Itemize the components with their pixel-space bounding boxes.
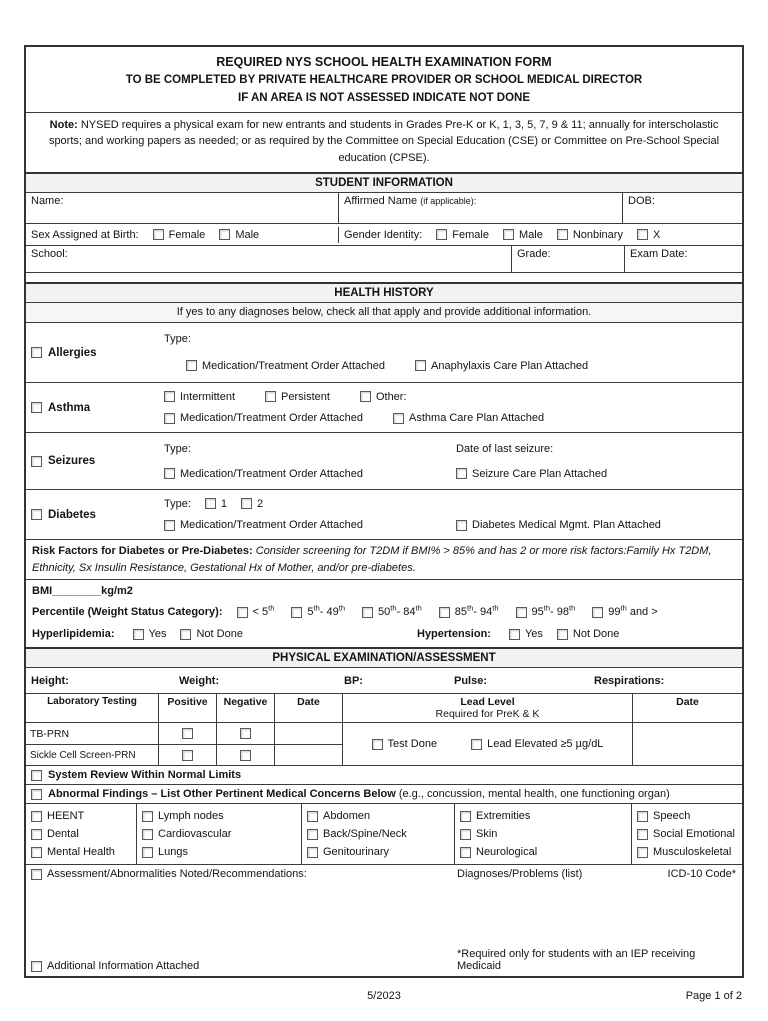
percentile-99plus-label: 99th and > bbox=[608, 603, 658, 619]
asthma-med-order-checkbox[interactable] bbox=[164, 413, 175, 424]
diabetes-type2-checkbox[interactable] bbox=[241, 498, 252, 509]
dental-checkbox[interactable] bbox=[31, 829, 42, 840]
allergies-checkbox[interactable] bbox=[31, 347, 42, 358]
diabetes-type-label: Type: bbox=[164, 497, 191, 510]
sex-female-checkbox[interactable] bbox=[153, 229, 164, 240]
lead-level-header bbox=[342, 694, 632, 722]
affirmed-name-hint: (if applicable): bbox=[420, 196, 477, 207]
mental-health-checkbox[interactable] bbox=[31, 847, 42, 858]
bmi-field[interactable] bbox=[32, 585, 736, 597]
hyperlipidemia-yes-label: Yes bbox=[148, 628, 167, 641]
hypertension-notdone-checkbox[interactable] bbox=[557, 629, 568, 640]
gender-x-checkbox[interactable] bbox=[637, 229, 648, 240]
respirations-label: Respirations: bbox=[594, 674, 665, 687]
percentile-99plus-checkbox[interactable] bbox=[592, 607, 603, 618]
pulse-field[interactable] bbox=[449, 673, 589, 689]
lead-date-field[interactable] bbox=[632, 723, 742, 765]
back-spine-neck-label: Back/Spine/Neck bbox=[323, 828, 407, 841]
asthma-label: Asthma bbox=[48, 401, 91, 414]
spacer-row bbox=[26, 272, 742, 282]
seizure-plan-label: Seizure Care Plan Attached bbox=[472, 467, 608, 480]
asthma-intermittent-label: Intermittent bbox=[180, 390, 236, 403]
abdomen-label: Abdomen bbox=[323, 810, 371, 823]
section-physical-exam: PHYSICAL EXAMINATION/ASSESSMENT bbox=[26, 647, 742, 667]
assessment-checkbox[interactable] bbox=[31, 869, 42, 880]
seizures-label: Seizures bbox=[48, 455, 96, 468]
form-version: 5/2023 bbox=[367, 990, 401, 1002]
gender-male-label: Male bbox=[518, 228, 543, 241]
heent-label: HEENT bbox=[47, 810, 85, 823]
allergies-label: Allergies bbox=[48, 346, 97, 359]
section-student-information: STUDENT INFORMATION bbox=[26, 172, 742, 192]
risk-factors-block bbox=[26, 539, 742, 579]
page-number: Page 1 of 2 bbox=[685, 990, 742, 1002]
hyperlipidemia-notdone-checkbox[interactable] bbox=[180, 629, 191, 640]
lab-row-sickle bbox=[26, 744, 342, 765]
grade-field[interactable] bbox=[511, 246, 624, 272]
heent-checkbox[interactable] bbox=[31, 811, 42, 822]
section-health-history: HEALTH HISTORY bbox=[26, 282, 742, 302]
last-seizure-date-field[interactable] bbox=[456, 443, 553, 455]
lab-positive-header: Positive bbox=[158, 694, 216, 722]
anaphylaxis-plan-label: Anaphylaxis Care Plan Attached bbox=[431, 359, 589, 372]
percentile-5-49-checkbox[interactable] bbox=[291, 607, 302, 618]
sex-male-checkbox[interactable] bbox=[219, 229, 230, 240]
additional-info-checkbox[interactable] bbox=[31, 961, 42, 972]
percentile-lt5-checkbox[interactable] bbox=[237, 607, 248, 618]
tb-prn-label: TB-PRN bbox=[30, 727, 70, 740]
percentile-50-84-checkbox[interactable] bbox=[362, 607, 373, 618]
genitourinary-label: Genitourinary bbox=[323, 846, 390, 859]
asthma-plan-label: Asthma Care Plan Attached bbox=[409, 412, 545, 425]
diabetes-header bbox=[26, 490, 158, 539]
social-emotional-label: Social Emotional bbox=[653, 828, 735, 841]
percentile-label: Percentile (Weight Status Category): bbox=[32, 606, 223, 619]
seizures-type-label: Type: bbox=[164, 442, 191, 455]
form-title-line2: TO BE COMPLETED BY PRIVATE HEALTHCARE PROVIDER OR SCHOOL MEDICAL DIRECTOR bbox=[125, 74, 643, 86]
affirmed-name-field[interactable] bbox=[338, 193, 622, 223]
gender-nonbinary-label: Nonbinary bbox=[572, 228, 623, 241]
asthma-header bbox=[26, 383, 158, 432]
cardiovascular-label: Cardiovascular bbox=[158, 828, 232, 841]
lead-elevated-label: Lead Elevated ≥5 µg/dL bbox=[487, 738, 604, 751]
lab-row-tb bbox=[26, 723, 342, 744]
system-review-normal-label: System Review Within Normal Limits bbox=[48, 769, 242, 782]
tb-positive-checkbox[interactable] bbox=[182, 728, 193, 739]
sex-female-label: Female bbox=[168, 228, 206, 241]
dental-label: Dental bbox=[47, 828, 79, 841]
systems-grid bbox=[26, 803, 742, 864]
musculoskeletal-checkbox[interactable] bbox=[637, 847, 648, 858]
percentile-85-94-label: 85th- 94th bbox=[454, 603, 499, 619]
asthma-row bbox=[26, 382, 742, 432]
hypertension-yes-checkbox[interactable] bbox=[509, 629, 520, 640]
sickle-cell-label: Sickle Cell Screen-PRN bbox=[30, 749, 136, 761]
lymph-nodes-checkbox[interactable] bbox=[142, 811, 153, 822]
hyperlipidemia-label: Hyperlipidemia: bbox=[32, 628, 115, 641]
speech-checkbox[interactable] bbox=[637, 811, 648, 822]
allergies-med-order-checkbox[interactable] bbox=[186, 360, 197, 371]
gender-male-checkbox[interactable] bbox=[503, 229, 514, 240]
gender-identity-group bbox=[338, 227, 742, 243]
note-label: Note: bbox=[49, 118, 78, 131]
bmi-label: BMI bbox=[32, 585, 53, 598]
hyperlipidemia-notdone-label: Not Done bbox=[196, 628, 243, 641]
medicaid-note: *Required only for students with an IEP receiving Medicaid bbox=[457, 948, 696, 973]
musculoskeletal-label: Musculoskeletal bbox=[653, 846, 732, 859]
weight-label: Weight: bbox=[179, 674, 220, 687]
diagnoses-label: Diagnoses/Problems (list) bbox=[457, 868, 583, 881]
form-title-line3: IF AN AREA IS NOT ASSESSED INDICATE NOT DONE bbox=[238, 91, 530, 104]
assessment-label: Assessment/Abnormalities Noted/Recommendations: bbox=[47, 868, 307, 881]
risk-factors-label: Risk Factors for Diabetes or Pre-Diabetes: bbox=[32, 545, 253, 558]
respirations-field[interactable] bbox=[589, 673, 742, 689]
gender-female-label: Female bbox=[452, 228, 489, 241]
back-spine-neck-checkbox[interactable] bbox=[307, 829, 318, 840]
school-label: School: bbox=[31, 248, 68, 261]
neurological-label: Neurological bbox=[476, 846, 538, 859]
lungs-checkbox[interactable] bbox=[142, 847, 153, 858]
asthma-checkbox[interactable] bbox=[31, 402, 42, 413]
height-field[interactable] bbox=[26, 673, 174, 689]
dob-field[interactable] bbox=[622, 193, 742, 223]
measurements-block bbox=[26, 579, 742, 647]
hypertension-notdone-label: Not Done bbox=[572, 628, 620, 641]
school-field[interactable] bbox=[26, 246, 511, 272]
speech-label: Speech bbox=[653, 810, 691, 823]
percentile-85-94-checkbox[interactable] bbox=[439, 607, 450, 618]
bp-field[interactable] bbox=[339, 673, 449, 689]
seizures-med-order-label: Medication/Treatment Order Attached bbox=[180, 467, 364, 480]
sickle-negative-checkbox[interactable] bbox=[240, 750, 251, 761]
seizures-header bbox=[26, 433, 158, 489]
gender-female-checkbox[interactable] bbox=[436, 229, 447, 240]
form-title-block bbox=[26, 47, 742, 112]
sex-assigned-label: Sex Assigned at Birth: bbox=[31, 228, 139, 241]
diabetes-type1-checkbox[interactable] bbox=[205, 498, 216, 509]
lead-level-cell bbox=[342, 723, 632, 765]
tb-date-field[interactable] bbox=[274, 723, 342, 744]
skin-label: Skin bbox=[476, 828, 498, 841]
health-exam-form bbox=[24, 45, 744, 978]
diabetes-mgmt-plan-label: Diabetes Medical Mgmt. Plan Attached bbox=[472, 519, 661, 532]
lab-negative-header: Negative bbox=[216, 694, 274, 722]
asthma-med-order-label: Medication/Treatment Order Attached bbox=[180, 412, 364, 425]
allergies-type-label: Type: bbox=[164, 333, 191, 346]
bmi-blank: ________ bbox=[52, 585, 102, 598]
anaphylaxis-plan-checkbox[interactable] bbox=[415, 360, 426, 371]
lab-date-header: Date bbox=[274, 694, 342, 722]
lungs-label: Lungs bbox=[158, 846, 188, 859]
diabetes-med-order-checkbox[interactable] bbox=[164, 520, 175, 531]
diabetes-med-order-label: Medication/Treatment Order Attached bbox=[180, 519, 364, 532]
percentile-5-49-label: 5th- 49th bbox=[307, 603, 345, 619]
sickle-positive-checkbox[interactable] bbox=[182, 750, 193, 761]
note-text: NYSED requires a physical exam for new entrants and students in Grades Pre-K or K, 1, 3, 5, 7, 9 & 11; annually for interscholastic sports; and working papers as needed; or as required by the Committee on Special Education (CSE) or Committee on Pre-School Special education (CPSE). bbox=[48, 118, 720, 164]
neurological-checkbox[interactable] bbox=[460, 847, 471, 858]
bmi-unit: kg/m2 bbox=[101, 585, 133, 598]
height-label: Height: bbox=[31, 674, 69, 687]
seizures-row bbox=[26, 432, 742, 489]
lead-elevated-checkbox[interactable] bbox=[471, 739, 482, 750]
hypertension-yes-label: Yes bbox=[524, 628, 543, 641]
genitourinary-checkbox[interactable] bbox=[307, 847, 318, 858]
diabetes-label: Diabetes bbox=[48, 508, 96, 521]
percentile-50-84-label: 50th- 84th bbox=[378, 603, 422, 619]
risk-factors-text: Consider screening for T2DM if BMI% > 85% and has 2 or more risk factors:Family Hx T2DM, Ethnicity, Sx Insulin Resistance, Gestational Hx of Mother, and/or pre-diabetes. bbox=[32, 545, 712, 574]
mental-health-label: Mental Health bbox=[47, 846, 115, 859]
social-emotional-checkbox[interactable] bbox=[637, 829, 648, 840]
name-field[interactable] bbox=[26, 193, 338, 223]
lead-test-done-checkbox[interactable] bbox=[372, 739, 383, 750]
seizures-med-order-checkbox[interactable] bbox=[164, 468, 175, 479]
icd10-label: ICD-10 Code* bbox=[667, 868, 736, 881]
abnormal-findings-hint: (e.g., concussion, mental health, one functioning organ) bbox=[398, 788, 670, 801]
sex-male-label: Male bbox=[235, 228, 260, 241]
assessment-notes-field[interactable] bbox=[26, 865, 451, 976]
exam-date-label: Exam Date: bbox=[630, 248, 688, 261]
lead-level-title: Lead Level bbox=[460, 696, 515, 709]
dob-label: DOB: bbox=[628, 195, 655, 208]
diabetes-row bbox=[26, 489, 742, 539]
form-title-line1: REQUIRED NYS SCHOOL HEALTH EXAMINATION FORM bbox=[216, 55, 552, 69]
abnormal-findings-checkbox[interactable] bbox=[31, 789, 42, 800]
diabetes-checkbox[interactable] bbox=[31, 509, 42, 520]
asthma-other-checkbox[interactable] bbox=[360, 391, 371, 402]
last-seizure-date-label: Date of last seizure: bbox=[456, 442, 554, 455]
sex-assigned-group bbox=[26, 227, 338, 243]
allergies-header bbox=[26, 323, 158, 382]
asthma-persistent-label: Persistent bbox=[281, 390, 330, 403]
sickle-date-field[interactable] bbox=[274, 745, 342, 765]
additional-info-label: Additional Information Attached bbox=[47, 960, 200, 973]
seizures-checkbox[interactable] bbox=[31, 456, 42, 467]
extremities-checkbox[interactable] bbox=[460, 811, 471, 822]
abdomen-checkbox[interactable] bbox=[307, 811, 318, 822]
name-label: Name: bbox=[31, 195, 64, 208]
seizure-plan-checkbox[interactable] bbox=[456, 468, 467, 479]
health-history-instruction: If yes to any diagnoses below, check all that apply and provide additional information. bbox=[26, 302, 742, 322]
pulse-label: Pulse: bbox=[454, 674, 488, 687]
allergies-med-order-label: Medication/Treatment Order Attached bbox=[202, 359, 386, 372]
abnormal-findings-label: Abnormal Findings – List Other Pertinent Medical Concerns Below (e.g., concussion, mental health, one functioning organ) bbox=[48, 788, 670, 801]
exam-date-field[interactable] bbox=[624, 246, 742, 272]
asthma-other-label: Other: bbox=[375, 390, 407, 403]
allergies-row bbox=[26, 322, 742, 382]
diagnoses-field[interactable] bbox=[451, 865, 742, 976]
grade-label: Grade: bbox=[517, 248, 551, 261]
extremities-label: Extremities bbox=[476, 810, 531, 823]
bp-label: BP: bbox=[344, 674, 363, 687]
percentile-95-98-label: 95th- 98th bbox=[531, 603, 576, 619]
lab-table-header bbox=[26, 693, 742, 722]
lead-level-subtitle: Required for PreK & K bbox=[435, 708, 540, 721]
lead-test-done-label: Test Done bbox=[387, 738, 438, 751]
asthma-plan-checkbox[interactable] bbox=[393, 413, 404, 424]
tb-negative-checkbox[interactable] bbox=[240, 728, 251, 739]
skin-checkbox[interactable] bbox=[460, 829, 471, 840]
diabetes-type2-label: 2 bbox=[257, 497, 264, 510]
lymph-nodes-label: Lymph nodes bbox=[158, 810, 224, 823]
hypertension-label: Hypertension: bbox=[417, 628, 491, 641]
affirmed-name-label: Affirmed Name bbox=[344, 195, 421, 208]
gender-identity-label: Gender Identity: bbox=[344, 228, 423, 241]
percentile-lt5-label: < 5th bbox=[252, 603, 275, 619]
lead-date-header: Date bbox=[632, 694, 742, 722]
seizures-type-field[interactable] bbox=[164, 443, 456, 455]
allergies-type-field[interactable] bbox=[164, 333, 736, 345]
gender-x-label: X bbox=[652, 228, 661, 241]
lab-table-body bbox=[26, 722, 742, 765]
gender-nonbinary-checkbox[interactable] bbox=[557, 229, 568, 240]
diabetes-mgmt-plan-checkbox[interactable] bbox=[456, 520, 467, 531]
percentile-95-98-checkbox[interactable] bbox=[516, 607, 527, 618]
asthma-intermittent-checkbox[interactable] bbox=[164, 391, 175, 402]
note-block bbox=[26, 112, 742, 173]
hyperlipidemia-yes-checkbox[interactable] bbox=[133, 629, 144, 640]
asthma-persistent-checkbox[interactable] bbox=[265, 391, 276, 402]
system-review-normal-checkbox[interactable] bbox=[31, 770, 42, 781]
cardiovascular-checkbox[interactable] bbox=[142, 829, 153, 840]
lab-testing-header: Laboratory Testing bbox=[47, 696, 137, 708]
weight-field[interactable] bbox=[174, 673, 339, 689]
diabetes-type1-label: 1 bbox=[220, 497, 228, 510]
